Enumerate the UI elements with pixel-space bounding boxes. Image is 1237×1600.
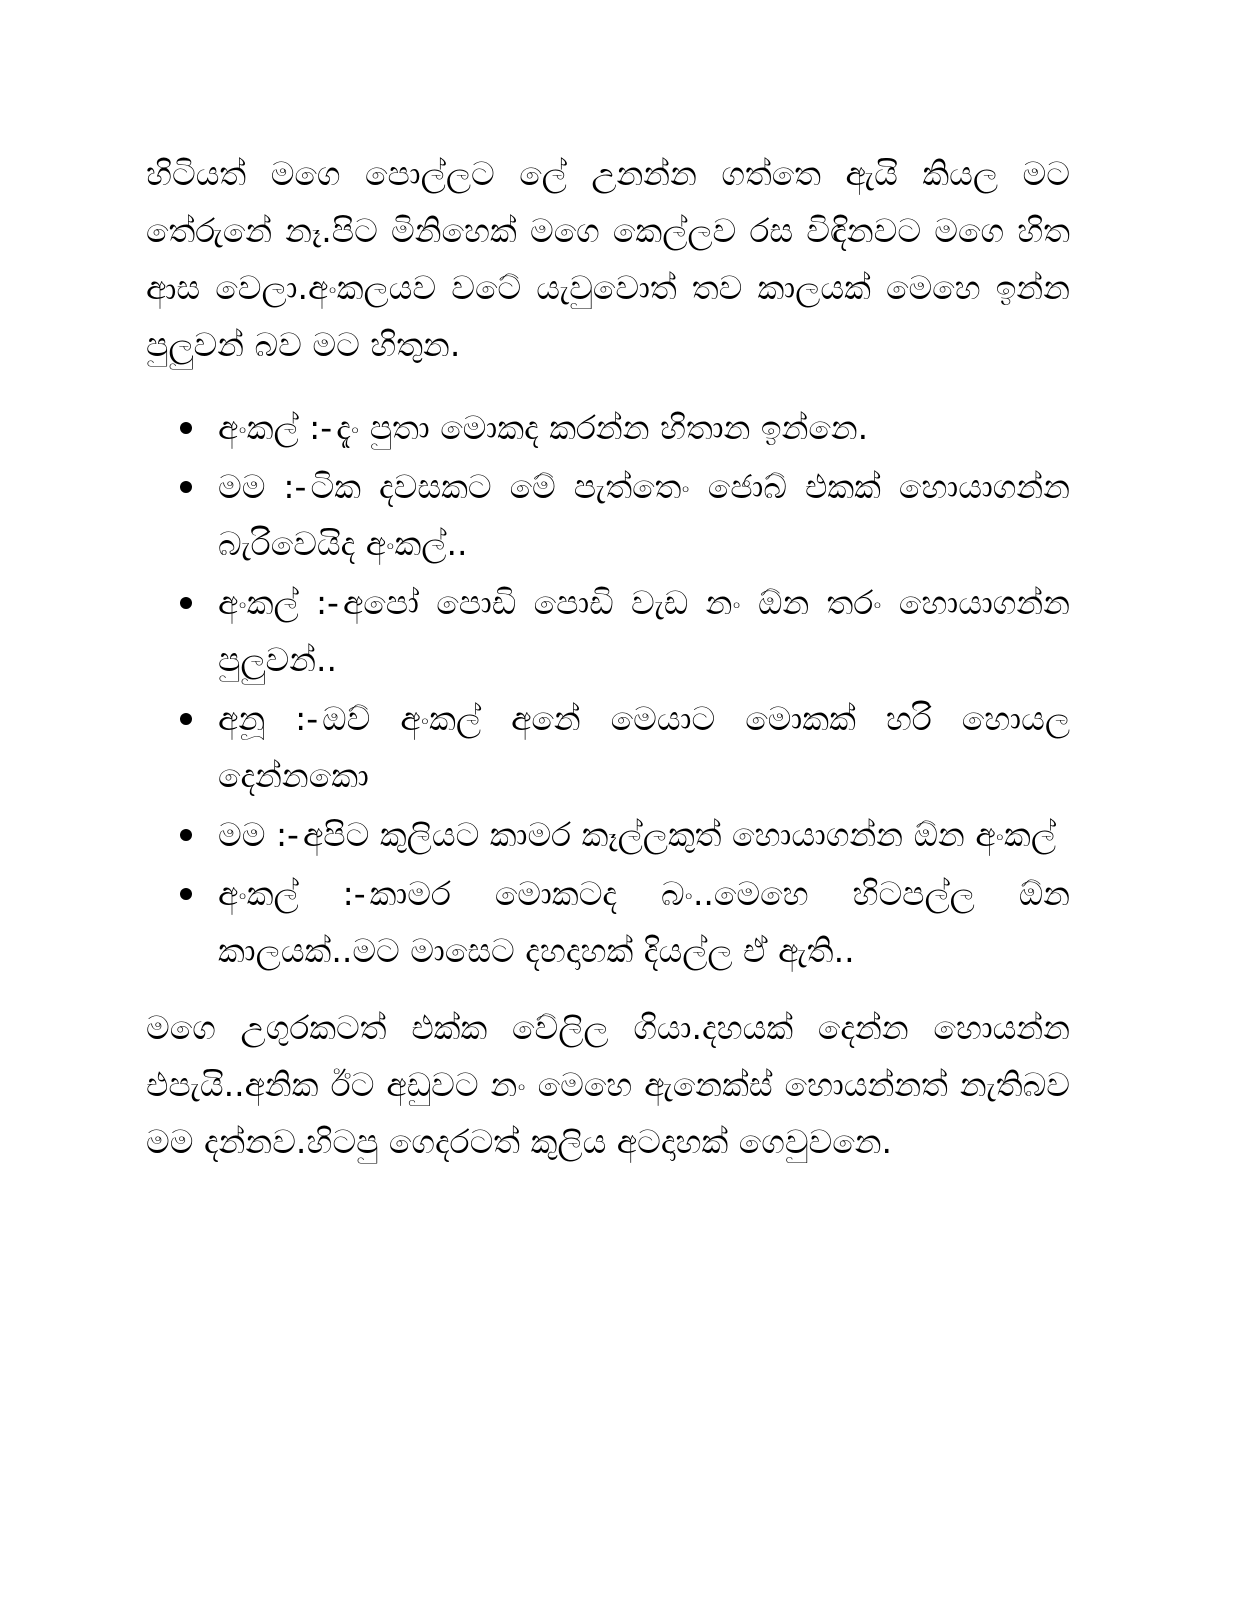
dialogue-line: දැං පුතා මොකද කරන්න හිතාන ඉන්නෙ. <box>336 408 869 447</box>
dialogue-line: අපෝ පොඩි පොඩි වැඩ නං ඕන තරං හොයාගන්න පුලුවන්.. <box>218 583 1070 679</box>
dialogue-speaker: මම :- <box>218 467 307 506</box>
dialogue-speaker: අංකල් :- <box>218 583 339 622</box>
bullet-icon <box>180 888 192 900</box>
dialogue-line: ටික දවසකට මේ පැත්තෙං ජොබ් එකක් හොයාගන්න බැරිවෙයිද අංකල්.. <box>218 467 1070 563</box>
dialogue-line: කාමර මොකටද බං..මෙහෙ හිටපල්ල ඕන කාලයක්..මට මාසෙට දහදාහක් දියල්ල ඒ ඇති.. <box>218 874 1071 970</box>
intro-paragraph: හිටියත් මගෙ පොල්ලට ලේ උනන්න ගත්තෙ ඇයි කියල මට තේරුනේ නෑ.පිට මිනිහෙක් මගෙ කෙල්ලව රස විඳිනවට මගෙ හිත ආස වෙලා.අංකලයව වටේ යැවුවොත් තව කාලයක් මෙහෙ ඉන්න පුලුවන් බව මට හිතුන. <box>146 154 1070 364</box>
dialogue-speaker: අංකල් :- <box>218 874 366 913</box>
dialogue-speaker: අංකල් :- <box>218 408 333 447</box>
bullet-icon <box>180 597 192 609</box>
bullet-icon <box>180 481 192 493</box>
dialogue-item <box>146 399 1070 456</box>
dialogue-speaker: මම :- <box>218 815 299 854</box>
dialogue-item <box>146 806 1070 863</box>
dialogue-line: අපිට කුලියට කාමර කෑල්ලකුත් හොයාගන්න ඕන අංකල් <box>302 815 1057 854</box>
dialogue-speaker: අනූ :- <box>218 699 319 738</box>
dialogue-line: ඔව් අංකල් අනේ මෙයාට මොකක් හරි හොයල දෙන්නකො <box>218 699 1071 795</box>
dialogue-item <box>146 458 1070 572</box>
bullet-icon <box>180 713 192 725</box>
bullet-icon <box>180 829 192 841</box>
bullet-icon <box>180 422 192 434</box>
document-body <box>146 145 1070 1170</box>
dialogue-list <box>146 399 1070 979</box>
dialogue-item <box>146 690 1070 804</box>
dialogue-item <box>146 865 1070 979</box>
closing-paragraph: මගෙ උගුරකටත් එක්ක වේලිල ගියා.දහයක් දෙන්න හොයන්න එපැයි..අනික ඊට අඩුවට නං මෙහෙ ඇනෙක්ස් හොයන්නත් නැතිබව මම දන්නව.හිටපු ගෙදරටත් කුලිය අටදාහක් ගෙවුවනෙ. <box>146 1008 1070 1161</box>
dialogue-item <box>146 574 1070 688</box>
